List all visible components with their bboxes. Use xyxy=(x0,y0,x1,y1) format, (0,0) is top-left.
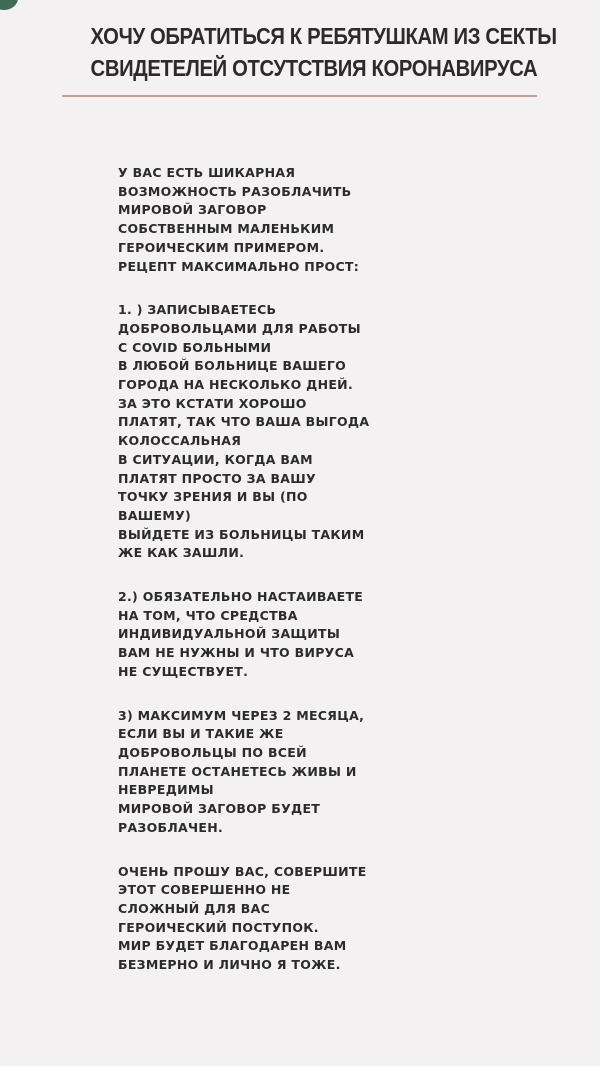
text-line: ТОЧКУ ЗРЕНИЯ И ВЫ (ПО xyxy=(118,489,308,505)
text-line: ВАМ НЕ НУЖНЫ И ЧТО ВИРУСА xyxy=(118,645,355,661)
post-header xyxy=(62,20,557,84)
text-line: ЖЕ КАК ЗАШЛИ. xyxy=(118,545,245,561)
text-line: ГЕРОИЧЕСКИМ ПРИМЕРОМ. xyxy=(118,239,325,255)
text-line: ВЫЙДЕТЕ ИЗ БОЛЬНИЦЫ ТАКИМ xyxy=(118,526,365,542)
text-line: В СИТУАЦИИ, КОГДА ВАМ xyxy=(118,451,313,467)
paragraph-1 xyxy=(118,164,518,276)
text-line: РАЗОБЛАЧЕН. xyxy=(118,819,224,835)
paragraph-3 xyxy=(118,588,518,682)
text-line: ГОРОДА НА НЕСКОЛЬКО ДНЕЙ. xyxy=(118,377,353,393)
paragraph-4 xyxy=(118,707,518,838)
text-line: 2.) ОБЯЗАТЕЛЬНО НАСТАИВАЕТЕ xyxy=(118,589,364,605)
post-title-line-2: СВИДЕТЕЛЕЙ ОТСУТСТВИЯ КОРОНАВИРУСА xyxy=(90,55,538,81)
text-line: ЕСЛИ ВЫ И ТАКИЕ ЖЕ xyxy=(118,726,284,742)
text-line: ИНДИВИДУАЛЬНОЙ ЗАЩИТЫ xyxy=(118,626,341,642)
text-line: ПЛАНЕТЕ ОСТАНЕТЕСЬ ЖИВЫ И xyxy=(118,763,357,779)
avatar-corner xyxy=(0,0,18,10)
text-line: МИРОВОЙ ЗАГОВОР БУДЕТ xyxy=(118,801,321,817)
text-line: НЕВРЕДИМЫ xyxy=(118,782,214,798)
text-line: НЕ СУЩЕСТВУЕТ. xyxy=(118,663,249,679)
text-line: РЕЦЕПТ МАКСИМАЛЬНО ПРОСТ: xyxy=(118,258,360,274)
text-line: МИР БУДЕТ БЛАГОДАРЕН ВАМ xyxy=(118,938,347,954)
text-line: НА ТОМ, ЧТО СРЕДСТВА xyxy=(118,607,298,623)
text-line: 1. ) ЗАПИСЫВАЕТЕСЬ xyxy=(118,302,277,318)
text-line: МИРОВОЙ ЗАГОВОР xyxy=(118,202,267,218)
text-line: ВОЗМОЖНОСТЬ РАЗОБЛАЧИТЬ xyxy=(118,183,352,199)
text-line: ДОБРОВОЛЬЦАМИ ДЛЯ РАБОТЫ xyxy=(118,320,361,336)
text-line: ОЧЕНЬ ПРОШУ ВАС, СОВЕРШИТЕ xyxy=(118,863,367,879)
text-line: КОЛОССАЛЬНАЯ xyxy=(118,433,242,449)
text-line: ЗА ЭТО КСТАТИ ХОРОШО xyxy=(118,395,307,411)
post-body xyxy=(118,164,518,1000)
text-line: В ЛЮБОЙ БОЛЬНИЦЕ ВАШЕГО xyxy=(118,358,347,374)
paragraph-5 xyxy=(118,863,518,975)
text-line: СОБСТВЕННЫМ МАЛЕНЬКИМ xyxy=(118,221,335,237)
text-line: ВАШЕМУ) xyxy=(118,507,192,523)
text-line: ЭТОТ СОВЕРШЕННО НЕ xyxy=(118,882,291,898)
paragraph-2 xyxy=(118,301,518,563)
title-divider xyxy=(62,95,537,97)
text-line: У ВАС ЕСТЬ ШИКАРНАЯ xyxy=(118,165,296,180)
text-line: 3) МАКСИМУМ ЧЕРЕЗ 2 МЕСЯЦА, xyxy=(118,707,365,723)
text-line: СЛОЖНЫЙ ДЛЯ ВАС xyxy=(118,900,271,916)
text-line: С COVID БОЛЬНЫМИ xyxy=(118,339,272,355)
text-line: ПЛАТЯТ, ТАК ЧТО ВАША ВЫГОДА xyxy=(118,414,370,430)
text-line: БЕЗМЕРНО И ЛИЧНО Я ТОЖЕ. xyxy=(118,957,341,973)
text-line: ДОБРОВОЛЬЦЫ ПО ВСЕЙ xyxy=(118,744,307,760)
post-title-line-1: ХОЧУ ОБРАТИТЬСЯ К РЕБЯТУШКАМ ИЗ СЕКТЫ xyxy=(90,23,557,49)
text-line: ПЛАТЯТ ПРОСТО ЗА ВАШУ xyxy=(118,470,316,486)
text-line: ГЕРОИЧЕСКИЙ ПОСТУПОК. xyxy=(118,919,319,935)
